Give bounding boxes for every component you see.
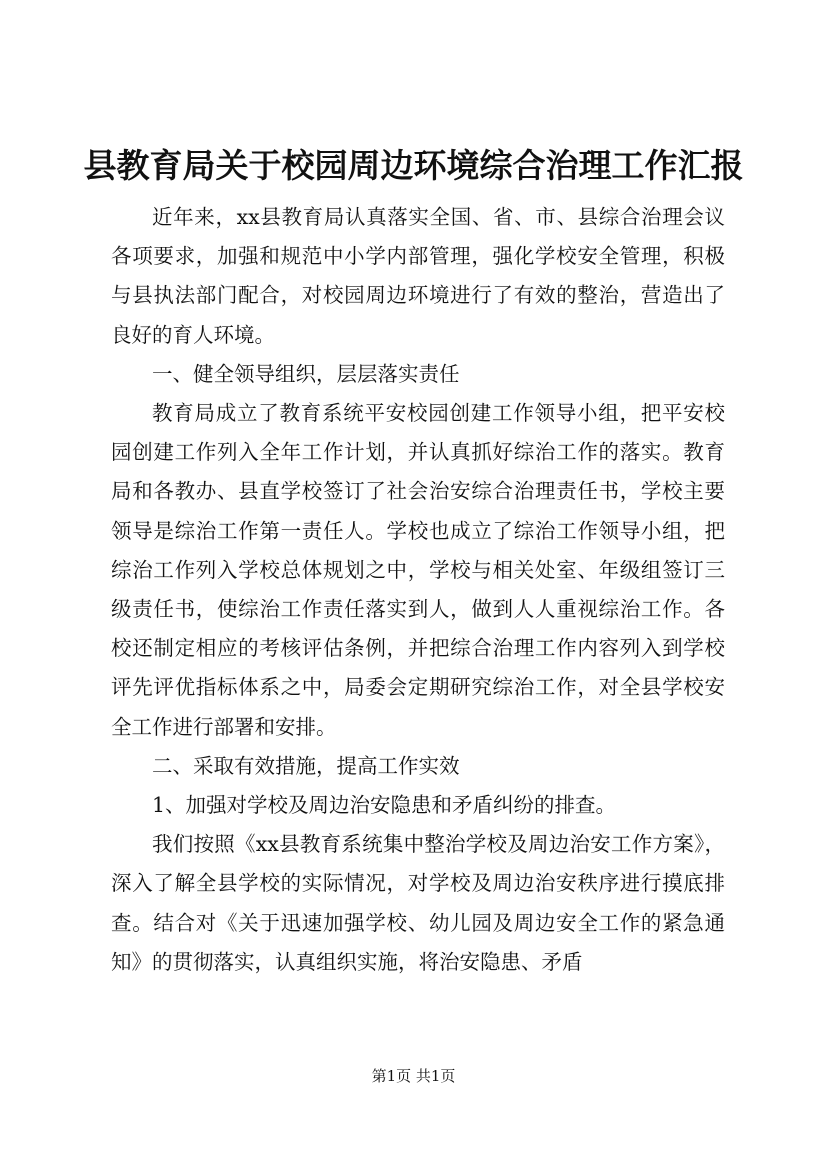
section-heading-2: 二、采取有效措施，提高工作实效 [152, 753, 460, 778]
document-body [111, 198, 725, 982]
paragraph-intro: 近年来，xx县教育局认真落实全国、省、市、县综合治理会议各项要求，加强和规范中小学内部管理，强化学校安全管理，积极与县执法部门配合，对校园周边环境进行了有效的整治，营造出了良好的育人环境。 [111, 205, 725, 347]
page-footer: 第1页 共1页 [371, 1067, 456, 1085]
paragraph-section-1: 教育局成立了教育系统平安校园创建工作领导小组，把平安校园创建工作列入全年工作计划，并认真抓好综治工作的落实。教育局和各教办、县直学校签订了社会治安综合治理责任书，学校主要领导是综治工作第一责任人。学校也成立了综治工作领导小组，把综治工作列入学校总体规划之中，学校与相关处室、年级组签订三级责任书，使综治工作责任落实到人，做到人人重视综治工作。各校还制定相应的考核评估条例，并把综合治理工作内容列入到学校评先评优指标体系之中，局委会定期研究综治工作，对全县学校安全工作进行部署和安排。 [111, 401, 725, 739]
section-heading-1: 一、健全领导组织，层层落实责任 [152, 361, 460, 386]
subsection-heading-1: 1、加强对学校及周边治安隐患和矛盾纠纷的排查。 [152, 793, 617, 818]
paragraph-subsection-1: 我们按照《xx县教育系统集中整治学校及周边治安工作方案》，深入了解全县学校的实际情况，对学校及周边治安秩序进行摸底排查。结合对《关于迅速加强学校、幼儿园及周边安全工作的紧急通知》的贯彻落实，认真组织实施，将治安隐患、矛盾 [111, 832, 725, 974]
document-title: 县教育局关于校园周边环境综合治理工作汇报 [83, 146, 744, 185]
